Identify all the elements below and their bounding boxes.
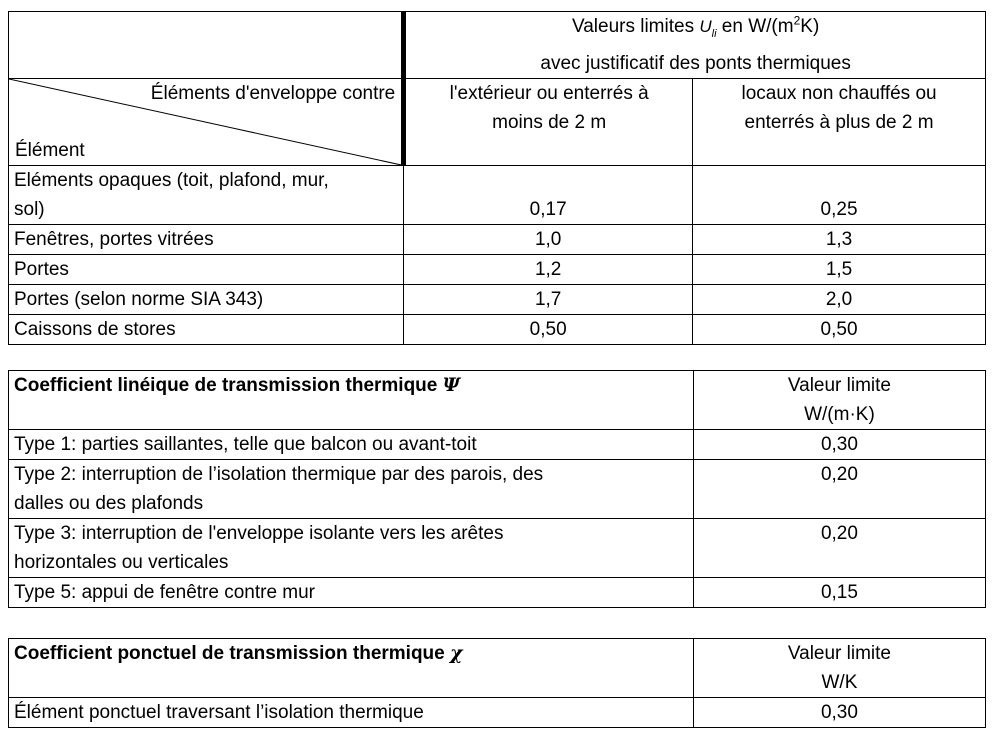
- row-label: [9, 519, 694, 578]
- psi-table: [8, 370, 986, 608]
- header-line2: avec justificatif des ponts thermiques: [540, 52, 851, 74]
- row-value-exterieur: 1,0: [404, 224, 693, 254]
- table-row: [9, 314, 986, 344]
- row-value: 0,20: [693, 460, 985, 519]
- row-label-line2: horizontales ou verticales: [14, 552, 229, 573]
- chi-table: [8, 638, 986, 728]
- table-row: [9, 430, 986, 460]
- row-label-line2: sol): [14, 198, 45, 220]
- u-table-header-row-2: [9, 78, 986, 165]
- table-row: [9, 254, 986, 284]
- psi-limit-header: [693, 371, 985, 430]
- row-value: 0,15: [693, 578, 985, 608]
- header-unit-end: K): [800, 16, 820, 37]
- row-value-exterieur: 1,2: [404, 254, 693, 284]
- row-value-locaux: 1,3: [693, 224, 986, 254]
- table-row: [9, 224, 986, 254]
- psi-limit-unit: W/(m·K): [804, 404, 875, 425]
- row-label: Élément ponctuel traversant l’isolation thermique: [9, 698, 694, 728]
- diag-top-label: Éléments d'enveloppe contre: [150, 82, 396, 104]
- row-value-locaux: 1,5: [693, 254, 986, 284]
- u-table-header-title: [404, 12, 986, 79]
- chi-limit-unit: W/K: [821, 672, 858, 693]
- header-prefix: Valeurs limites: [571, 16, 700, 37]
- table-row: [9, 519, 986, 578]
- row-label: Portes: [9, 254, 404, 284]
- psi-limit-label: Valeur limite: [787, 375, 892, 396]
- table-row: [9, 165, 986, 224]
- psi-header-row: [9, 371, 986, 430]
- row-label-line1: Type 2: interruption de l’isolation thermique par des parois, des: [14, 464, 544, 485]
- chi-symbol: χ: [450, 642, 463, 664]
- header-sup: 2: [793, 13, 801, 28]
- row-label-line1: Type 3: interruption de l'enveloppe isolante vers les arêtes: [14, 523, 504, 544]
- header-unit: en W/(m: [716, 16, 794, 37]
- u-values-table: [8, 11, 986, 345]
- row-value: 0,30: [693, 698, 985, 728]
- row-label: Type 5: appui de fenêtre contre mur: [9, 578, 694, 608]
- row-value-locaux: 0,25: [693, 165, 986, 224]
- row-value-exterieur: 1,7: [404, 284, 693, 314]
- table-row: [9, 578, 986, 608]
- col-header-locaux: [693, 78, 986, 165]
- row-label: [9, 165, 404, 224]
- row-value-locaux: 2,0: [693, 284, 986, 314]
- row-label: Portes (selon norme SIA 343): [9, 284, 404, 314]
- col-locaux-line2: enterrés à plus de 2 m: [744, 111, 934, 133]
- col-exterieur-line1: l'extérieur ou enterrés à: [449, 82, 649, 104]
- chi-title: [9, 639, 694, 698]
- col-header-exterieur: [404, 78, 693, 165]
- u-table-empty-corner: [9, 12, 404, 79]
- row-value-exterieur: 0,50: [404, 314, 693, 344]
- psi-title: [9, 371, 694, 430]
- row-label-line1: Eléments opaques (toit, plafond, mur,: [14, 169, 329, 191]
- table-row: [9, 698, 986, 728]
- psi-title-text: Coefficient linéique de transmission thermique: [14, 375, 443, 396]
- row-label: Fenêtres, portes vitrées: [9, 224, 404, 254]
- row-value: 0,30: [693, 430, 985, 460]
- row-value-exterieur: 0,17: [404, 165, 693, 224]
- row-label: Type 1: parties saillantes, telle que balcon ou avant-toit: [9, 430, 694, 460]
- row-label-line2: dalles ou des plafonds: [14, 493, 204, 514]
- row-label: [9, 460, 694, 519]
- col-locaux-line1: locaux non chauffés ou: [741, 82, 937, 104]
- chi-limit-header: [693, 639, 985, 698]
- u-table-header-row-1: [9, 12, 986, 79]
- chi-title-text: Coefficient ponctuel de transmission thermique: [14, 643, 451, 664]
- u-symbol: U: [699, 17, 712, 36]
- u-symbol-sub: li: [711, 27, 717, 40]
- row-value: 0,20: [693, 519, 985, 578]
- chi-header-row: [9, 639, 986, 698]
- table-row: [9, 460, 986, 519]
- row-value-locaux: 0,50: [693, 314, 986, 344]
- table-row: [9, 284, 986, 314]
- row-label: Caissons de stores: [9, 314, 404, 344]
- diagonal-header-cell: [9, 78, 404, 165]
- psi-symbol: Ψ: [442, 374, 460, 396]
- diag-bottom-label: Élément: [15, 139, 85, 161]
- col-exterieur-line2: moins de 2 m: [492, 111, 607, 133]
- chi-limit-label: Valeur limite: [787, 643, 892, 664]
